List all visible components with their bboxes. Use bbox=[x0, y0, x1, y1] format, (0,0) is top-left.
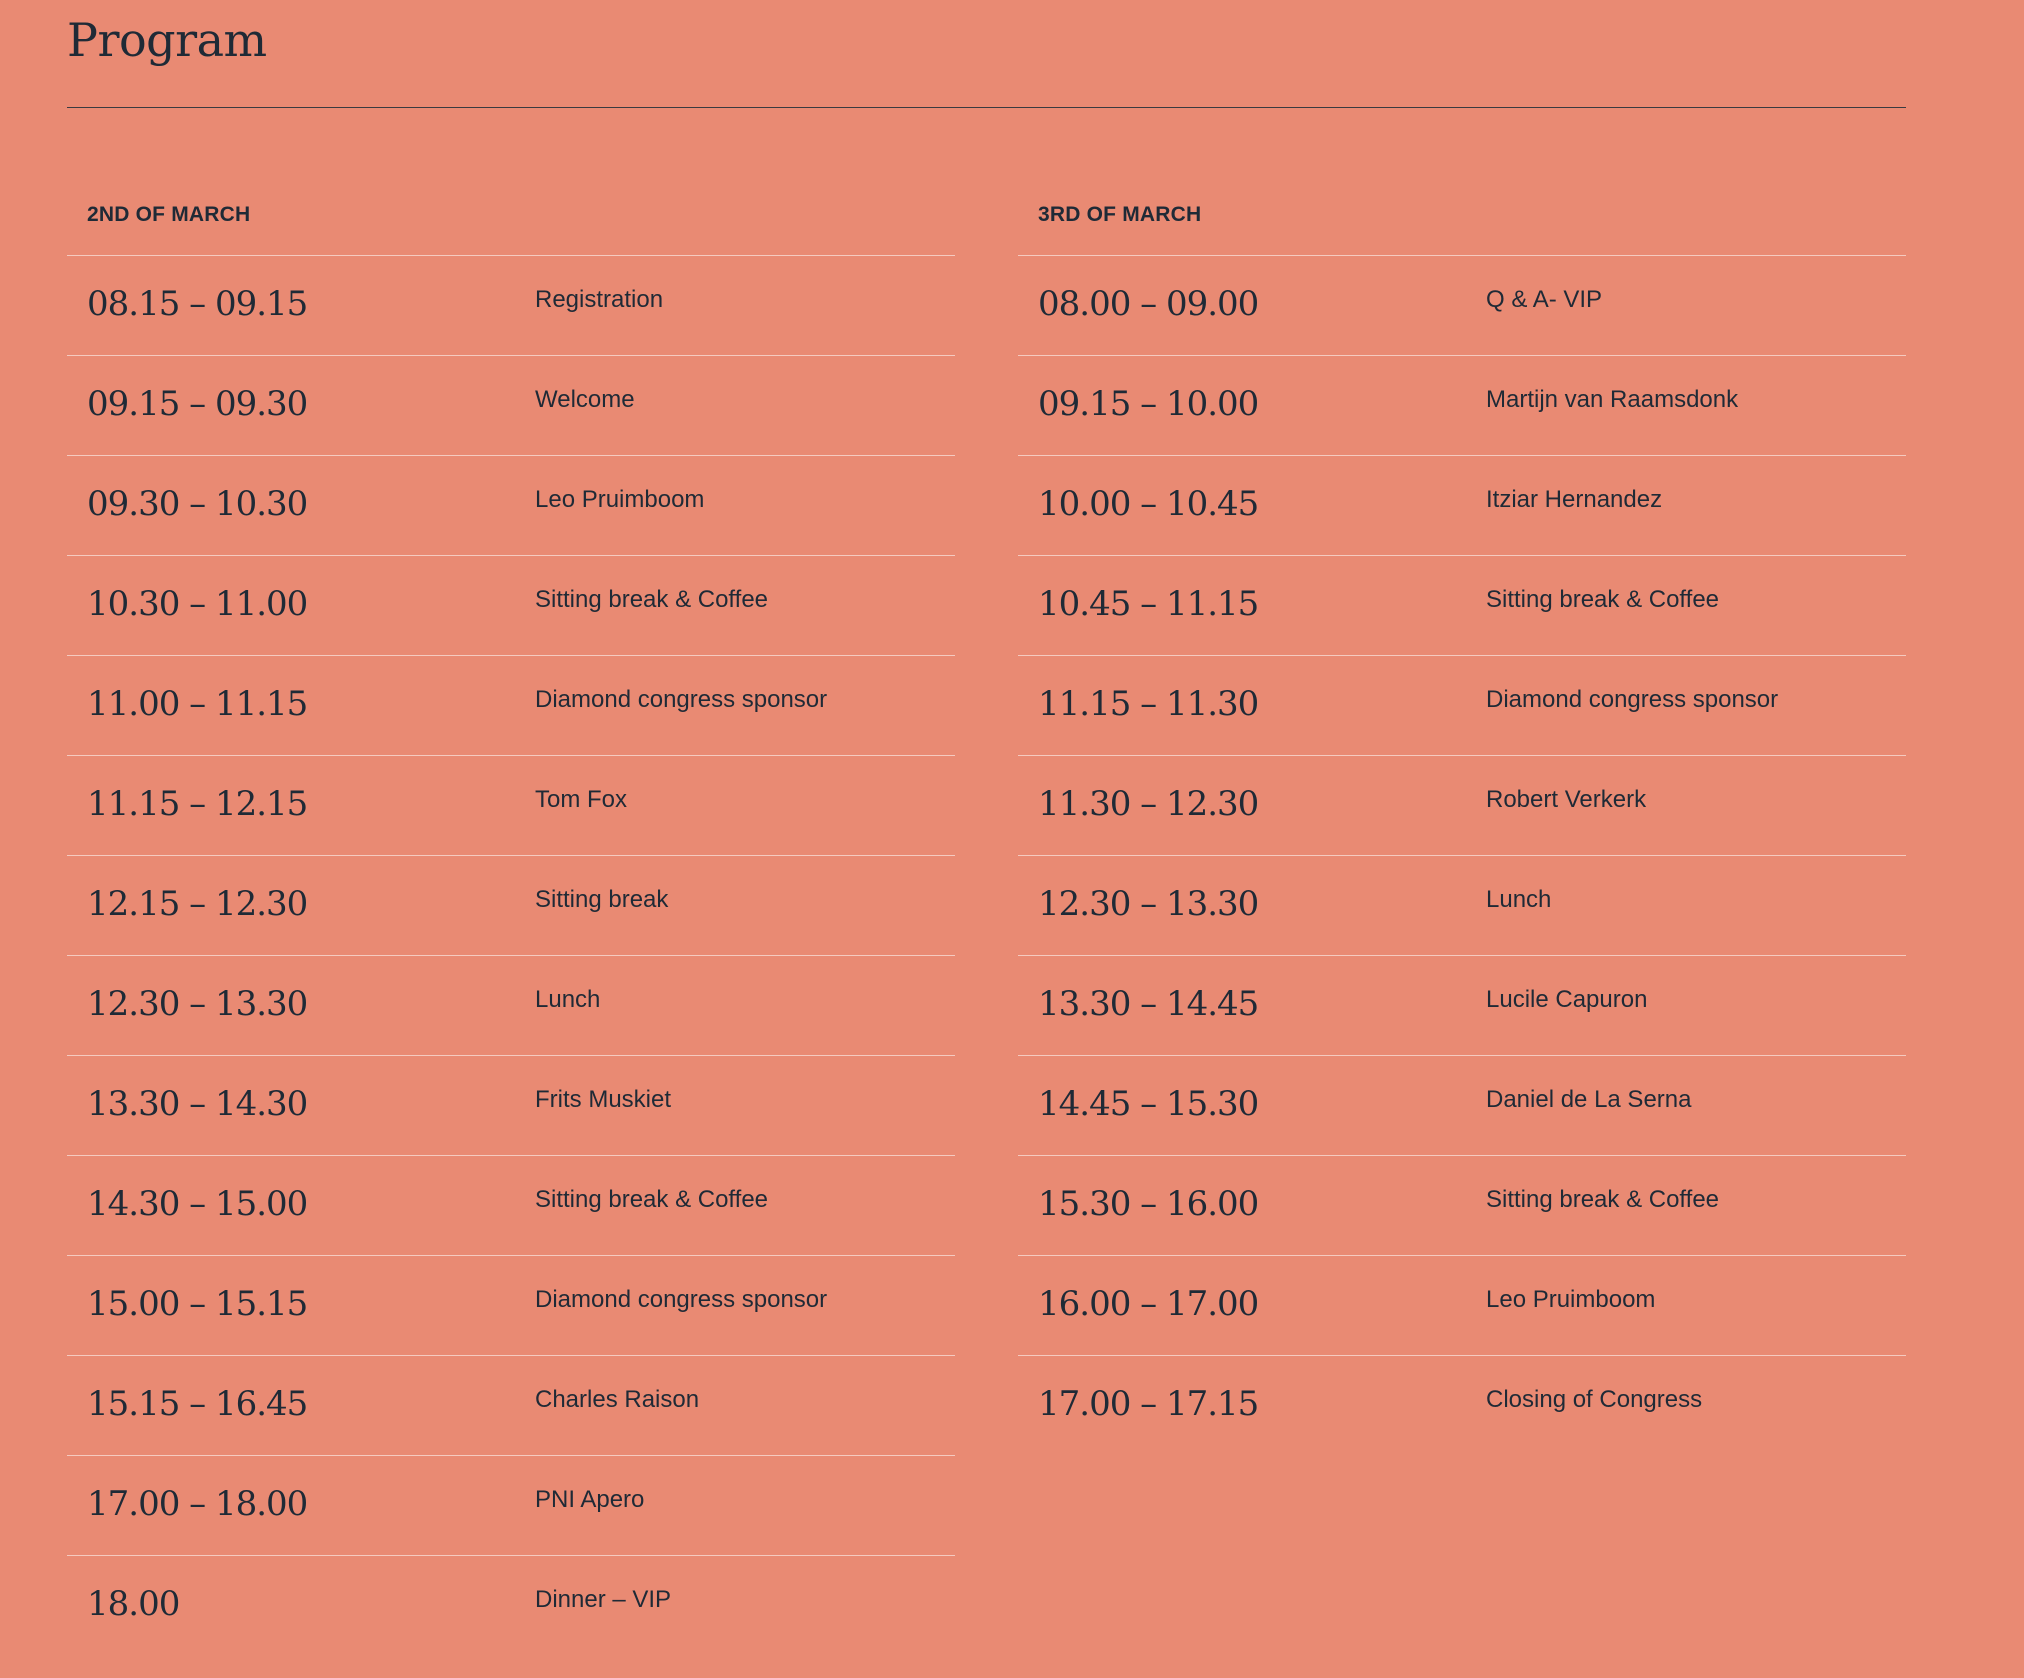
time-slot: 08.15 – 09.15 bbox=[87, 284, 308, 324]
session-title: Sitting break bbox=[535, 886, 669, 913]
session-title: Q & A- VIP bbox=[1486, 286, 1603, 313]
schedule-row bbox=[67, 756, 955, 856]
time-slot: 12.30 – 13.30 bbox=[87, 984, 308, 1024]
session-title: Diamond congress sponsor bbox=[535, 1286, 828, 1313]
schedule-row bbox=[1018, 256, 1906, 356]
time-slot: 12.30 – 13.30 bbox=[1038, 884, 1259, 924]
time-slot: 14.45 – 15.30 bbox=[1038, 1084, 1259, 1124]
schedule-row bbox=[67, 956, 955, 1056]
session-title: Frits Muskiet bbox=[535, 1086, 672, 1113]
day-heading: 2ND OF MARCH bbox=[67, 183, 955, 256]
time-slot: 17.00 – 17.15 bbox=[1038, 1384, 1259, 1424]
session-title: Dinner – VIP bbox=[535, 1586, 672, 1613]
time-slot: 16.00 – 17.00 bbox=[1038, 1284, 1259, 1324]
session-title: Registration bbox=[535, 286, 664, 313]
time-slot: 09.15 – 10.00 bbox=[1038, 384, 1259, 424]
schedule-row bbox=[1018, 1356, 1906, 1455]
session-title: Sitting break & Coffee bbox=[1486, 1186, 1720, 1213]
schedule-row bbox=[1018, 956, 1906, 1056]
session-title: Sitting break & Coffee bbox=[1486, 586, 1720, 613]
session-title: Martijn van Raamsdonk bbox=[1486, 386, 1739, 413]
schedule-row bbox=[67, 456, 955, 556]
time-slot: 15.15 – 16.45 bbox=[87, 1384, 308, 1424]
session-title: Sitting break & Coffee bbox=[535, 586, 769, 613]
time-slot: 09.15 – 09.30 bbox=[87, 384, 308, 424]
time-slot: 15.00 – 15.15 bbox=[87, 1284, 308, 1324]
time-slot: 08.00 – 09.00 bbox=[1038, 284, 1259, 324]
session-title: Sitting break & Coffee bbox=[535, 1186, 769, 1213]
schedule-row bbox=[1018, 356, 1906, 456]
time-slot: 13.30 – 14.30 bbox=[87, 1084, 308, 1124]
schedule-row bbox=[1018, 456, 1906, 556]
time-slot: 11.15 – 11.30 bbox=[1038, 684, 1259, 724]
schedule-row bbox=[67, 1356, 955, 1456]
session-title: Lucile Capuron bbox=[1486, 986, 1648, 1013]
schedule-row bbox=[1018, 1056, 1906, 1156]
session-title: Leo Pruimboom bbox=[1486, 1286, 1656, 1313]
schedule-row bbox=[67, 656, 955, 756]
day-column-2 bbox=[1018, 183, 1906, 1455]
schedule-row bbox=[67, 856, 955, 956]
session-title: Charles Raison bbox=[535, 1386, 700, 1413]
schedule-row bbox=[67, 1256, 955, 1356]
session-title: Closing of Congress bbox=[1486, 1386, 1703, 1413]
schedule-row bbox=[67, 256, 955, 356]
schedule-row bbox=[67, 556, 955, 656]
day-heading: 3RD OF MARCH bbox=[1018, 183, 1906, 256]
title-divider bbox=[67, 107, 1906, 108]
schedule-row bbox=[1018, 1256, 1906, 1356]
day-column-1 bbox=[67, 183, 955, 1655]
time-slot: 10.00 – 10.45 bbox=[1038, 484, 1259, 524]
session-title: Tom Fox bbox=[535, 786, 628, 813]
time-slot: 12.15 – 12.30 bbox=[87, 884, 308, 924]
time-slot: 13.30 – 14.45 bbox=[1038, 984, 1259, 1024]
schedule-row bbox=[67, 356, 955, 456]
time-slot: 09.30 – 10.30 bbox=[87, 484, 308, 524]
session-title: Lunch bbox=[1486, 886, 1552, 913]
page-title: Program bbox=[67, 13, 267, 67]
time-slot: 11.30 – 12.30 bbox=[1038, 784, 1259, 824]
session-title: Daniel de La Serna bbox=[1486, 1086, 1692, 1113]
schedule-row bbox=[67, 1056, 955, 1156]
schedule-row bbox=[1018, 556, 1906, 656]
session-title: PNI Apero bbox=[535, 1486, 645, 1513]
time-slot: 10.45 – 11.15 bbox=[1038, 584, 1259, 624]
session-title: Diamond congress sponsor bbox=[535, 686, 828, 713]
time-slot: 17.00 – 18.00 bbox=[87, 1484, 308, 1524]
session-title: Diamond congress sponsor bbox=[1486, 686, 1779, 713]
session-title: Robert Verkerk bbox=[1486, 786, 1647, 813]
schedule-row bbox=[1018, 1156, 1906, 1256]
time-slot: 11.00 – 11.15 bbox=[87, 684, 308, 724]
schedule-row bbox=[67, 1456, 955, 1556]
session-title: Leo Pruimboom bbox=[535, 486, 705, 513]
time-slot: 14.30 – 15.00 bbox=[87, 1184, 308, 1224]
schedule-row bbox=[1018, 656, 1906, 756]
time-slot: 18.00 bbox=[87, 1584, 180, 1624]
session-title: Welcome bbox=[535, 386, 635, 413]
schedule-row bbox=[67, 1556, 955, 1655]
time-slot: 11.15 – 12.15 bbox=[87, 784, 308, 824]
session-title: Lunch bbox=[535, 986, 601, 1013]
schedule-row bbox=[1018, 756, 1906, 856]
schedule-row bbox=[67, 1156, 955, 1256]
time-slot: 15.30 – 16.00 bbox=[1038, 1184, 1259, 1224]
schedule-row bbox=[1018, 856, 1906, 956]
time-slot: 10.30 – 11.00 bbox=[87, 584, 308, 624]
session-title: Itziar Hernandez bbox=[1486, 486, 1663, 513]
